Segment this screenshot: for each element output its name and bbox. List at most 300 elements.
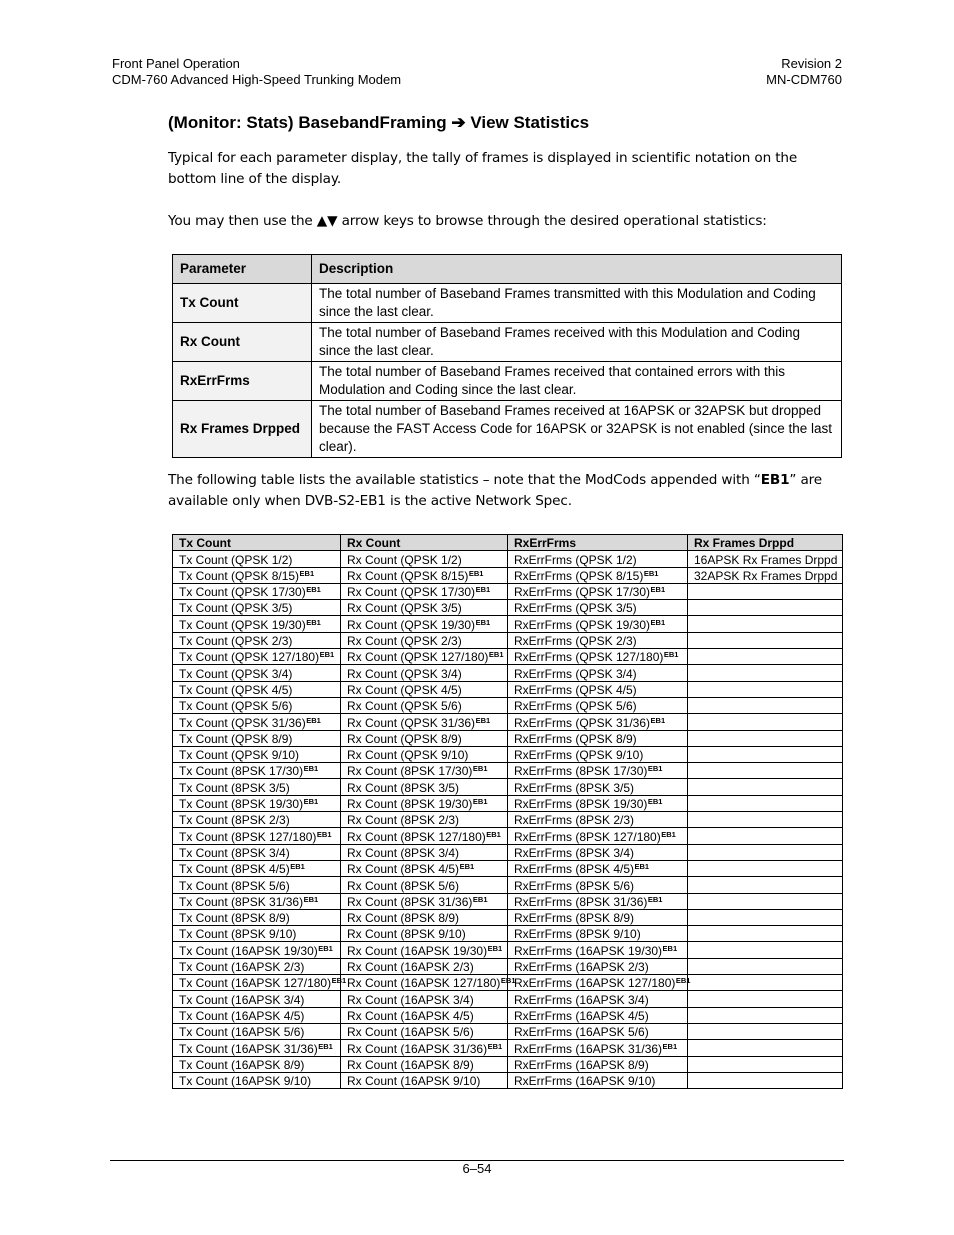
table-row	[173, 844, 843, 860]
rx-count-cell	[341, 681, 508, 697]
eb1-superscript: EB1	[290, 862, 305, 872]
rx-frames-dropped-cell	[688, 632, 843, 648]
eb1-superscript: EB1	[472, 894, 488, 904]
rx-error-frames-cell	[508, 665, 688, 681]
stat-label: Rx Count (QPSK 8/9)	[347, 731, 462, 746]
table-row	[173, 616, 843, 632]
rx-frames-dropped-cell	[688, 681, 843, 697]
stat-label: Rx Count (QPSK 31/36)	[347, 715, 476, 730]
eb1-superscript: EB1	[650, 715, 666, 725]
rx-error-frames-cell	[508, 551, 688, 567]
parameter-description: The total number of Baseband Frames received that contained errors with this Modulation and Coding since the last clear.	[312, 362, 842, 401]
eb1-superscript: EB1	[306, 617, 321, 627]
stat-label: Tx Count (16APSK 5/6)	[179, 1025, 305, 1040]
eb1-superscript: EB1	[662, 1041, 678, 1051]
stat-label: Rx Count (16APSK 5/6)	[347, 1025, 474, 1040]
rx-frames-dropped-cell	[688, 697, 843, 713]
stat-label: Rx Count (8PSK 8/9)	[347, 911, 460, 926]
table-row	[173, 600, 843, 616]
rx-frames-dropped-cell	[688, 909, 843, 925]
rx-frames-dropped-cell	[688, 1007, 843, 1023]
eb1-superscript: EB1	[299, 568, 315, 578]
rx-error-frames-cell	[508, 893, 688, 909]
parameter-description: The total number of Baseband Frames received at 16APSK or 32APSK but dropped because the FAST Access Code for 16APSK or 32APSK is not enabled (since the last clear).	[312, 401, 842, 458]
tx-count-cell	[173, 681, 341, 697]
parameter-name: RxErrFrms	[173, 362, 312, 401]
rx-count-cell	[341, 583, 508, 599]
table-row	[173, 697, 843, 713]
page-number: 6–54	[462, 1161, 492, 1176]
table-row	[173, 860, 843, 876]
header-chapter: Front Panel Operation	[112, 56, 240, 71]
table-row	[173, 665, 843, 681]
stat-label: Tx Count (8PSK 19/30)	[179, 797, 304, 812]
eb1-superscript: EB1	[306, 715, 321, 725]
eb1-superscript: EB1	[318, 943, 333, 953]
rx-error-frames-cell	[508, 681, 688, 697]
rx-frames-dropped-cell	[688, 812, 843, 828]
rx-count-cell	[341, 975, 516, 991]
stat-label: RxErrFrms (QPSK 8/9)	[514, 731, 637, 746]
stat-label: RxErrFrms (8PSK 5/6)	[514, 878, 635, 893]
stat-label: Rx Count (8PSK 2/3)	[347, 813, 460, 828]
stat-label: Rx Count (16APSK 31/36)	[347, 1041, 488, 1056]
rx-frames-dropped-cell	[688, 600, 843, 616]
rx-error-frames-cell	[508, 860, 688, 876]
eb1-superscript: EB1	[319, 650, 335, 660]
rx-count-cell	[341, 779, 508, 795]
rx-error-frames-cell	[508, 1007, 688, 1023]
rx-error-frames-cell	[508, 812, 688, 828]
stat-label: Tx Count (16APSK 8/9)	[179, 1057, 305, 1072]
parameter-name: Tx Count	[173, 284, 312, 323]
rx-count-cell	[341, 632, 508, 648]
tx-count-cell	[173, 583, 341, 599]
table-row	[173, 877, 843, 893]
rx-error-frames-cell	[508, 632, 688, 648]
rx-count-cell	[341, 649, 508, 665]
stat-label: Rx Count (8PSK 31/36)	[347, 894, 473, 909]
rx-error-frames-cell	[508, 844, 688, 860]
rx-frames-dropped-cell	[688, 991, 843, 1007]
rx-error-frames-cell	[508, 991, 688, 1007]
stat-label: Rx Count (8PSK 17/30)	[347, 764, 473, 779]
tx-count-cell	[173, 795, 341, 811]
tx-count-cell	[173, 893, 341, 909]
stat-label: Tx Count (16APSK 4/5)	[179, 1008, 305, 1023]
tx-count-cell	[173, 877, 341, 893]
tx-count-cell	[173, 1007, 341, 1023]
table-row	[173, 1072, 843, 1088]
eb1-superscript: EB1	[331, 976, 347, 986]
column-header: Parameter	[173, 255, 312, 284]
stat-label: Tx Count (8PSK 17/30)	[179, 764, 304, 779]
tx-count-cell	[173, 730, 341, 746]
rx-count-cell	[341, 567, 508, 583]
stat-label: Rx Count (16APSK 8/9)	[347, 1057, 474, 1072]
stat-label: Tx Count (8PSK 5/6)	[179, 878, 290, 893]
rx-count-cell	[341, 1040, 508, 1056]
running-header-right	[766, 56, 842, 88]
tx-count-cell	[173, 567, 341, 583]
parameter-name: Rx Count	[173, 323, 312, 362]
arrow-keys-paragraph: You may then use the ▲▼ arrow keys to browse through the desired operational statistics:	[168, 213, 767, 229]
rx-error-frames-cell	[508, 942, 688, 958]
table-row	[173, 649, 843, 665]
stat-label: Rx Count (QPSK 3/4)	[347, 666, 462, 681]
rx-frames-dropped-cell: 32APSK Rx Frames Drppd	[688, 567, 843, 583]
table-row	[173, 284, 842, 323]
tx-count-cell	[173, 1072, 341, 1088]
eb1-superscript: EB1	[487, 1041, 503, 1051]
rx-count-cell	[341, 893, 508, 909]
eb1-superscript: EB1	[675, 976, 691, 986]
table-row	[173, 401, 842, 458]
rx-count-cell	[341, 730, 508, 746]
rx-error-frames-cell	[508, 746, 688, 762]
eb1-superscript: EB1	[650, 617, 666, 627]
stat-label: Tx Count (8PSK 2/3)	[179, 813, 290, 828]
rx-frames-dropped-cell	[688, 665, 843, 681]
tx-count-cell	[173, 714, 341, 730]
table-row	[173, 1056, 843, 1072]
stat-label: Tx Count (QPSK 2/3)	[179, 634, 293, 649]
eb1-superscript: EB1	[488, 650, 504, 660]
rx-frames-dropped-cell	[688, 828, 843, 844]
note-text: ” are available only when DVB-S2-EB1 is the active Network Spec.	[168, 472, 822, 509]
table-row	[173, 1007, 843, 1023]
eb1-superscript: EB1	[318, 1041, 333, 1051]
intro-paragraph: Typical for each parameter display, the tally of frames is displayed in scientific notation on the bottom line of the display.	[168, 150, 798, 187]
stat-label: RxErrFrms (16APSK 31/36)	[514, 1041, 663, 1056]
rx-count-cell	[341, 844, 508, 860]
stat-label: Tx Count (QPSK 5/6)	[179, 699, 293, 714]
eb1-superscript: EB1	[303, 797, 319, 807]
rx-error-frames-cell	[508, 616, 688, 632]
rx-error-frames-cell	[508, 828, 688, 844]
table-row	[173, 975, 843, 991]
rx-error-frames-cell	[508, 909, 688, 925]
rx-frames-dropped-cell	[688, 795, 843, 811]
eb1-superscript: EB1	[663, 650, 679, 660]
table-row	[173, 362, 842, 401]
rx-count-cell	[341, 551, 508, 567]
rx-frames-dropped-cell	[688, 975, 843, 991]
rx-count-cell	[341, 909, 508, 925]
rx-frames-dropped-cell	[688, 730, 843, 746]
stat-label: Rx Count (8PSK 9/10)	[347, 927, 466, 942]
rx-error-frames-cell	[508, 877, 688, 893]
rx-count-cell	[341, 746, 508, 762]
tx-count-cell	[173, 942, 341, 958]
rx-frames-dropped-cell	[688, 860, 843, 876]
eb1-superscript: EB1	[647, 894, 663, 904]
rx-error-frames-cell	[508, 649, 688, 665]
tx-count-cell	[173, 958, 341, 974]
rx-error-frames-cell	[508, 567, 688, 583]
stat-label: RxErrFrms (8PSK 3/4)	[514, 845, 635, 860]
stat-label: Tx Count (QPSK 19/30)	[179, 617, 306, 632]
table-row	[173, 714, 843, 730]
header-product: CDM-760 Advanced High-Speed Trunking Modem	[112, 72, 402, 87]
tx-count-cell	[173, 746, 341, 762]
table-row	[173, 551, 843, 567]
eb1-superscript: EB1	[472, 764, 488, 774]
stat-label: Tx Count (QPSK 9/10)	[179, 748, 300, 763]
stat-label: RxErrFrms (QPSK 5/6)	[514, 699, 637, 714]
eb1-emphasis: EB1	[760, 472, 790, 488]
rx-count-cell	[341, 697, 508, 713]
column-header: Rx Frames Drppd	[688, 535, 843, 551]
rx-error-frames-cell	[508, 1040, 688, 1056]
rx-error-frames-cell	[508, 926, 688, 942]
stat-label: RxErrFrms (8PSK 3/5)	[514, 780, 635, 795]
rx-frames-dropped-cell	[688, 746, 843, 762]
table-row	[173, 323, 842, 362]
rx-error-frames-cell	[508, 714, 688, 730]
available-statistics-table	[172, 534, 843, 1089]
stat-label: Tx Count (8PSK 3/5)	[179, 780, 290, 795]
eb1-superscript: EB1	[650, 585, 666, 595]
rx-error-frames-cell	[508, 1056, 688, 1072]
table-row	[173, 583, 843, 599]
stat-label: RxErrFrms (QPSK 19/30)	[514, 617, 651, 632]
stat-label: Tx Count (QPSK 8/9)	[179, 731, 293, 746]
eb1-superscript: EB1	[475, 585, 491, 595]
tx-count-cell	[173, 844, 341, 860]
tx-count-cell	[173, 632, 341, 648]
rx-count-cell	[341, 860, 508, 876]
stat-label: RxErrFrms (QPSK 3/5)	[514, 601, 637, 616]
stat-label: Tx Count (QPSK 127/180)	[179, 650, 320, 665]
stat-label: Rx Count (8PSK 4/5)	[347, 862, 460, 877]
stat-label: Tx Count (QPSK 17/30)	[179, 585, 306, 600]
tx-count-cell	[173, 812, 341, 828]
tx-count-cell	[173, 860, 341, 876]
stat-label: RxErrFrms (8PSK 8/9)	[514, 911, 635, 926]
table-row	[173, 1023, 843, 1039]
rx-frames-dropped-cell	[688, 877, 843, 893]
stat-label: Rx Count (QPSK 1/2)	[347, 552, 462, 567]
table-row	[173, 1040, 843, 1056]
stat-label: Tx Count (16APSK 127/180)	[179, 976, 332, 991]
stat-label: Rx Count (8PSK 3/4)	[347, 845, 460, 860]
rx-count-cell	[341, 1056, 508, 1072]
stat-label: Rx Count (16APSK 4/5)	[347, 1008, 474, 1023]
stat-label: Rx Count (8PSK 127/180)	[347, 829, 486, 844]
stat-label: Tx Count (8PSK 4/5)	[179, 862, 290, 877]
section-title: (Monitor: Stats) BasebandFraming ➔ View Statistics	[168, 113, 590, 132]
table-row	[173, 926, 843, 942]
stat-label: RxErrFrms (16APSK 3/4)	[514, 992, 649, 1007]
rx-error-frames-cell	[508, 697, 688, 713]
parameter-description-table	[172, 254, 842, 458]
stat-label: Rx Count (16APSK 2/3)	[347, 960, 474, 975]
stat-label: RxErrFrms (QPSK 2/3)	[514, 634, 637, 649]
stat-label: RxErrFrms (8PSK 17/30)	[514, 764, 648, 779]
rx-count-cell	[341, 812, 508, 828]
table-row	[173, 942, 843, 958]
tx-count-cell	[173, 828, 341, 844]
rx-count-cell	[341, 763, 508, 779]
stat-label: Tx Count (8PSK 8/9)	[179, 911, 290, 926]
eb1-superscript: EB1	[500, 976, 516, 986]
table-header-row	[173, 535, 843, 551]
stat-label: Rx Count (QPSK 17/30)	[347, 585, 476, 600]
rx-count-cell	[341, 795, 508, 811]
tx-count-cell	[173, 1023, 341, 1039]
eb1-superscript: EB1	[487, 943, 503, 953]
column-header: Tx Count	[173, 535, 341, 551]
tx-count-cell	[173, 649, 341, 665]
table-row	[173, 958, 843, 974]
rx-error-frames-cell	[508, 975, 691, 991]
rx-frames-dropped-cell	[688, 1072, 843, 1088]
rx-count-cell	[341, 828, 508, 844]
stat-label: Rx Count (16APSK 127/180)	[347, 976, 501, 991]
table-row	[173, 795, 843, 811]
running-header-left	[112, 56, 401, 88]
stat-label: RxErrFrms (8PSK 4/5)	[514, 862, 635, 877]
rx-frames-dropped-cell	[688, 1056, 843, 1072]
rx-count-cell	[341, 665, 508, 681]
stat-label: RxErrFrms (16APSK 127/180)	[514, 976, 676, 991]
stat-label: Tx Count (QPSK 4/5)	[179, 682, 293, 697]
eb1-superscript: EB1	[306, 585, 321, 595]
table-header-row	[173, 255, 842, 284]
stat-label: RxErrFrms (8PSK 127/180)	[514, 829, 661, 844]
stat-label: Tx Count (16APSK 2/3)	[179, 960, 305, 975]
table-row	[173, 779, 843, 795]
rx-frames-dropped-cell	[688, 942, 843, 958]
rx-error-frames-cell	[508, 600, 688, 616]
stat-label: Rx Count (16APSK 9/10)	[347, 1074, 481, 1089]
parameter-name: Rx Frames Drpped	[173, 401, 312, 458]
rx-count-cell	[341, 600, 508, 616]
statistics-rows	[173, 551, 843, 1089]
stat-label: RxErrFrms (QPSK 31/36)	[514, 715, 651, 730]
rx-error-frames-cell	[508, 1072, 688, 1088]
parameter-description: The total number of Baseband Frames received with this Modulation and Coding since the last clear.	[312, 323, 842, 362]
stat-label: Rx Count (QPSK 5/6)	[347, 699, 462, 714]
tx-count-cell	[173, 600, 341, 616]
stat-label: Tx Count (16APSK 9/10)	[179, 1074, 312, 1089]
rx-frames-dropped-cell	[688, 649, 843, 665]
stat-label: RxErrFrms (16APSK 8/9)	[514, 1057, 649, 1072]
rx-frames-dropped-cell	[688, 779, 843, 795]
table-row	[173, 763, 843, 779]
tx-count-cell	[173, 1040, 341, 1056]
eb1-superscript: EB1	[662, 943, 678, 953]
tx-count-cell	[173, 551, 341, 567]
stat-label: Tx Count (16APSK 3/4)	[179, 992, 305, 1007]
stat-label: Tx Count (8PSK 9/10)	[179, 927, 297, 942]
stat-label: Rx Count (QPSK 8/15)	[347, 568, 469, 583]
statistics-note-paragraph	[168, 470, 840, 512]
rx-count-cell	[341, 942, 508, 958]
stat-label: RxErrFrms (16APSK 19/30)	[514, 943, 663, 958]
rx-error-frames-cell	[508, 730, 688, 746]
rx-count-cell	[341, 1023, 508, 1039]
stat-label: Tx Count (QPSK 8/15)	[179, 568, 300, 583]
eb1-superscript: EB1	[303, 894, 319, 904]
table-row	[173, 681, 843, 697]
eb1-superscript: EB1	[486, 829, 501, 839]
rx-frames-dropped-cell	[688, 763, 843, 779]
stat-label: RxErrFrms (QPSK 3/4)	[514, 666, 637, 681]
stat-label: RxErrFrms (QPSK 127/180)	[514, 650, 664, 665]
table-row	[173, 632, 843, 648]
stat-label: Tx Count (QPSK 3/4)	[179, 666, 293, 681]
rx-count-cell	[341, 926, 508, 942]
stat-label: Rx Count (QPSK 2/3)	[347, 634, 462, 649]
rx-count-cell	[341, 991, 508, 1007]
table-row	[173, 730, 843, 746]
tx-count-cell	[173, 697, 341, 713]
tx-count-cell	[173, 991, 341, 1007]
stat-label: RxErrFrms (QPSK 9/10)	[514, 748, 644, 763]
stat-label: Rx Count (16APSK 19/30)	[347, 943, 488, 958]
rx-count-cell	[341, 1007, 508, 1023]
rx-error-frames-cell	[508, 763, 688, 779]
stat-label: RxErrFrms (QPSK 4/5)	[514, 682, 637, 697]
eb1-superscript: EB1	[472, 797, 488, 807]
parameter-description: The total number of Baseband Frames transmitted with this Modulation and Coding since the last clear.	[312, 284, 842, 323]
rx-frames-dropped-cell	[688, 616, 843, 632]
stat-label: Rx Count (QPSK 4/5)	[347, 682, 462, 697]
rx-count-cell	[341, 616, 508, 632]
stat-label: Tx Count (16APSK 31/36)	[179, 1041, 318, 1056]
eb1-superscript: EB1	[634, 862, 650, 872]
rx-frames-dropped-cell	[688, 844, 843, 860]
stat-label: RxErrFrms (16APSK 4/5)	[514, 1008, 649, 1023]
tx-count-cell	[173, 616, 341, 632]
stat-label: Rx Count (8PSK 5/6)	[347, 878, 460, 893]
rx-frames-dropped-cell	[688, 958, 843, 974]
eb1-superscript: EB1	[303, 764, 319, 774]
eb1-superscript: EB1	[643, 568, 659, 578]
stat-label: RxErrFrms (QPSK 1/2)	[514, 552, 637, 567]
note-text: The following table lists the available statistics – note that the ModCods appended with “	[168, 472, 761, 488]
stat-label: RxErrFrms (16APSK 2/3)	[514, 960, 649, 975]
table-row	[173, 909, 843, 925]
tx-count-cell	[173, 975, 347, 991]
eb1-superscript: EB1	[468, 568, 484, 578]
stat-label: Tx Count (16APSK 19/30)	[179, 943, 318, 958]
stat-label: Tx Count (QPSK 3/5)	[179, 601, 293, 616]
rx-error-frames-cell	[508, 795, 688, 811]
tx-count-cell	[173, 763, 341, 779]
rx-error-frames-cell	[508, 958, 688, 974]
stat-label: Rx Count (16APSK 3/4)	[347, 992, 474, 1007]
stat-label: Tx Count (QPSK 1/2)	[179, 552, 293, 567]
rx-error-frames-cell	[508, 779, 688, 795]
eb1-superscript: EB1	[459, 862, 475, 872]
stat-label: Rx Count (QPSK 127/180)	[347, 650, 489, 665]
rx-frames-dropped-cell	[688, 1040, 843, 1056]
stat-label: RxErrFrms (16APSK 5/6)	[514, 1025, 649, 1040]
stat-label: Rx Count (8PSK 3/5)	[347, 780, 460, 795]
rx-error-frames-cell	[508, 1023, 688, 1039]
rx-count-cell	[341, 1072, 508, 1088]
stat-label: Rx Count (QPSK 3/5)	[347, 601, 462, 616]
stat-label: RxErrFrms (8PSK 31/36)	[514, 894, 648, 909]
header-doc-number: MN-CDM760	[766, 72, 842, 87]
stat-label: RxErrFrms (8PSK 19/30)	[514, 797, 648, 812]
stat-label: Tx Count (8PSK 31/36)	[179, 894, 304, 909]
rx-frames-dropped-cell: 16APSK Rx Frames Drppd	[688, 551, 843, 567]
stat-label: Rx Count (QPSK 19/30)	[347, 617, 476, 632]
